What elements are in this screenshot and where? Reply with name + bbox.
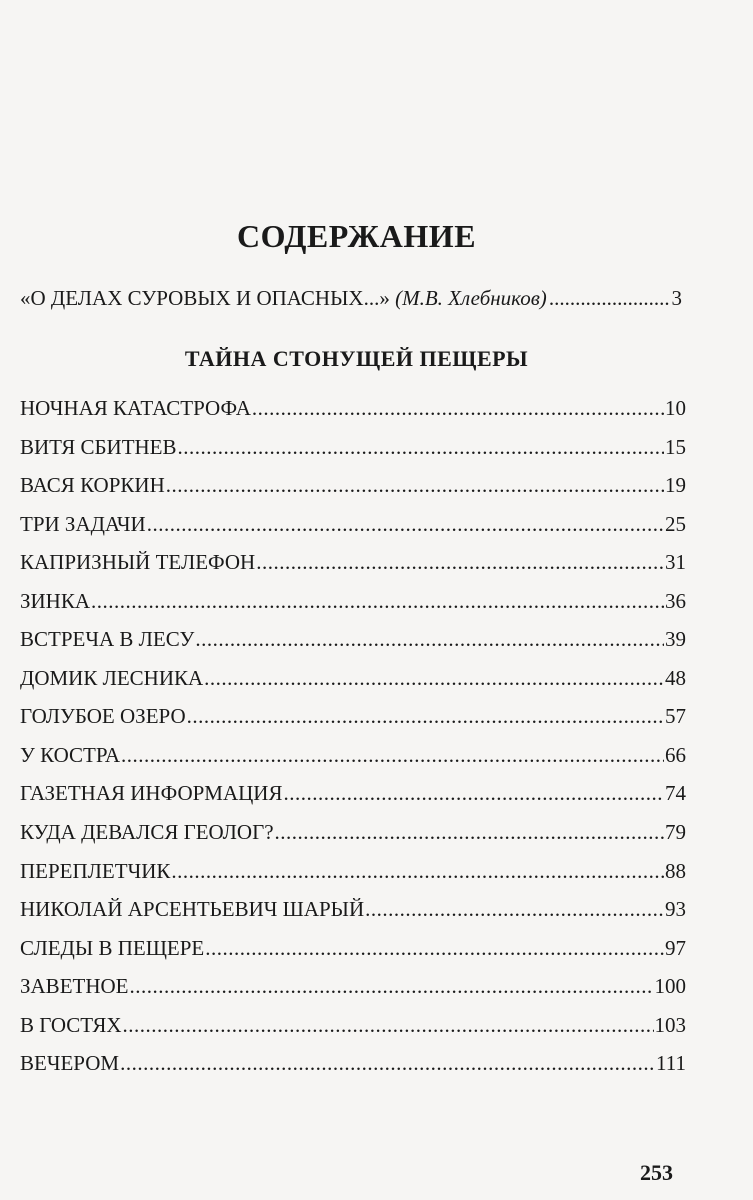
toc-entry-title: ГАЗЕТНАЯ ИНФОРМАЦИЯ	[20, 781, 283, 806]
toc-entry-title: ЗИНКА	[20, 588, 91, 613]
leader-dots	[195, 627, 664, 652]
toc-entry[interactable]	[20, 859, 686, 898]
toc-entry-page: 36	[665, 588, 686, 613]
toc-entry-page: 66	[665, 742, 686, 767]
leader-dots	[549, 286, 670, 311]
toc-entry-page: 100	[654, 974, 686, 999]
toc-entry[interactable]	[20, 704, 686, 743]
toc-entry-page: 39	[665, 627, 686, 652]
leader-dots	[147, 512, 664, 537]
leader-dots	[256, 550, 664, 575]
toc-entry-title: ГОЛУБОЕ ОЗЕРО	[20, 704, 186, 729]
toc-entry-page: 31	[665, 550, 686, 575]
toc-entry-title: НИКОЛАЙ АРСЕНТЬЕВИЧ ШАРЫЙ	[20, 897, 365, 922]
toc-entry-title: ВСТРЕЧА В ЛЕСУ	[20, 627, 195, 652]
contents-heading: СОДЕРЖАНИЕ	[236, 218, 477, 254]
toc-entry[interactable]	[20, 974, 686, 1013]
toc-entry[interactable]	[20, 396, 686, 435]
toc-entry-page: 111	[656, 1051, 686, 1076]
toc-entry-title: ПЕРЕПЛЕТЧИК	[20, 858, 171, 883]
toc-entry-title: У КОСТРА	[20, 742, 121, 767]
toc-entry[interactable]	[20, 627, 686, 666]
intro-page: 3	[671, 286, 682, 310]
toc-entry[interactable]	[20, 473, 686, 512]
toc-entry[interactable]	[20, 897, 686, 936]
toc-entry[interactable]	[20, 1013, 686, 1052]
toc-entry-title: СЛЕДЫ В ПЕЩЕРЕ	[20, 935, 205, 960]
intro-author: (М.В. Хлебников)	[395, 286, 547, 310]
leader-dots	[91, 589, 664, 614]
leader-dots	[121, 743, 664, 768]
leader-dots	[365, 897, 664, 922]
toc-entry[interactable]	[20, 781, 686, 820]
toc-entry-title: КУДА ДЕВАЛСЯ ГЕОЛОГ?	[20, 820, 274, 845]
leader-dots	[171, 859, 664, 884]
leader-dots	[120, 1051, 655, 1076]
toc-entry[interactable]	[20, 1051, 686, 1090]
toc-entry[interactable]	[20, 820, 686, 859]
toc-entry[interactable]	[20, 666, 686, 705]
toc-entry-title: КАПРИЗНЫЙ ТЕЛЕФОН	[20, 550, 256, 575]
toc-entry-page: 19	[665, 473, 686, 498]
toc-entry-page: 97	[665, 935, 686, 960]
toc-entry-title: ДОМИК ЛЕСНИКА	[20, 665, 204, 690]
toc-entry-title: ЗАВЕТНОЕ	[20, 974, 129, 999]
toc-entry-title: ВЕЧЕРОМ	[20, 1051, 120, 1076]
leader-dots	[166, 473, 664, 498]
toc-entry-page: 10	[665, 396, 686, 420]
toc-list	[20, 396, 686, 1090]
leader-dots	[283, 781, 664, 806]
toc-entry[interactable]	[20, 435, 686, 474]
toc-entry[interactable]	[20, 743, 686, 782]
toc-entry-title: НОЧНАЯ КАТАСТРОФА	[20, 396, 251, 420]
toc-entry-title: ВАСЯ КОРКИН	[20, 473, 165, 498]
toc-entry[interactable]	[20, 936, 686, 975]
toc-entry-title: ВИТЯ СБИТНЕВ	[20, 434, 177, 459]
leader-dots	[275, 820, 664, 845]
toc-entry-page: 25	[665, 511, 686, 536]
leader-dots	[187, 704, 664, 729]
page-number: 253	[640, 1160, 673, 1185]
leader-dots	[204, 666, 664, 691]
toc-entry-page: 93	[665, 897, 686, 922]
section-title: ТАЙНА СТОНУЩЕЙ ПЕЩЕРЫ	[184, 346, 529, 371]
toc-entry[interactable]	[20, 550, 686, 589]
leader-dots	[205, 936, 664, 961]
intro-entry[interactable]	[20, 286, 682, 311]
toc-entry-page: 48	[665, 665, 686, 690]
toc-entry-title: ТРИ ЗАДАЧИ	[20, 511, 146, 536]
toc-entry-page: 74	[665, 781, 686, 806]
leader-dots	[178, 435, 664, 460]
intro-title: «О ДЕЛАХ СУРОВЫХ И ОПАСНЫХ...»	[20, 286, 390, 310]
toc-entry[interactable]	[20, 589, 686, 628]
leader-dots	[252, 396, 664, 421]
toc-entry-page: 57	[665, 704, 686, 729]
leader-dots	[130, 974, 654, 999]
toc-entry-page: 88	[665, 858, 686, 883]
toc-entry-page: 15	[665, 434, 686, 459]
toc-entry[interactable]	[20, 512, 686, 551]
toc-entry-page: 79	[665, 820, 686, 845]
toc-entry-page: 103	[654, 1012, 686, 1037]
leader-dots	[123, 1013, 654, 1038]
toc-entry-title: В ГОСТЯХ	[20, 1012, 122, 1037]
